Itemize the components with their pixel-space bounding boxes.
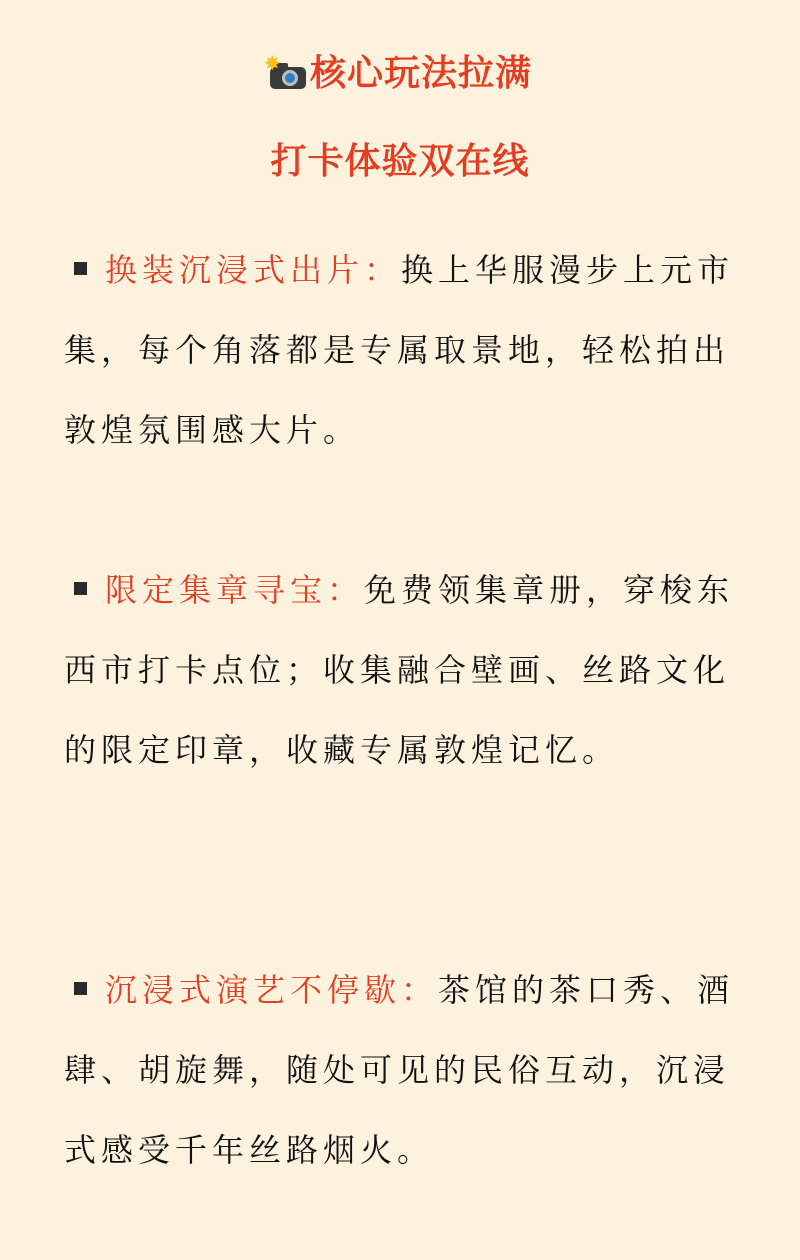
square-bullet-icon: [74, 582, 87, 595]
title-line-1-text: 核心玩法拉满: [309, 53, 532, 94]
page-subtitle: 打卡体验双在线: [270, 141, 530, 182]
section-body: 换上华服漫步上元市集，每个角落都是专属取景地，轻松拍出敦煌氛围感大片。: [64, 251, 735, 449]
page-title: [0, 52, 800, 96]
section-performances: [64, 950, 740, 1190]
section-heading: 换装沉浸式出片：: [105, 251, 402, 289]
section-stamp-collection: [64, 550, 740, 790]
square-bullet-icon: [74, 262, 87, 275]
section-heading: 限定集章寻宝：: [105, 571, 365, 609]
section-body: 免费领集章册，穿梭东西市打卡点位；收集融合壁画、丝路文化的限定印章，收藏专属敦煌记忆。: [64, 571, 735, 769]
section-heading: 沉浸式演艺不停歇：: [105, 971, 439, 1009]
section-dress-up-photo: [64, 230, 740, 470]
camera-with-flash-icon: ✸: [268, 59, 308, 89]
section-body: 茶馆的茶口秀、酒肆、胡旋舞，随处可见的民俗互动，沉浸式感受千年丝路烟火。: [64, 971, 735, 1169]
square-bullet-icon: [74, 982, 87, 995]
